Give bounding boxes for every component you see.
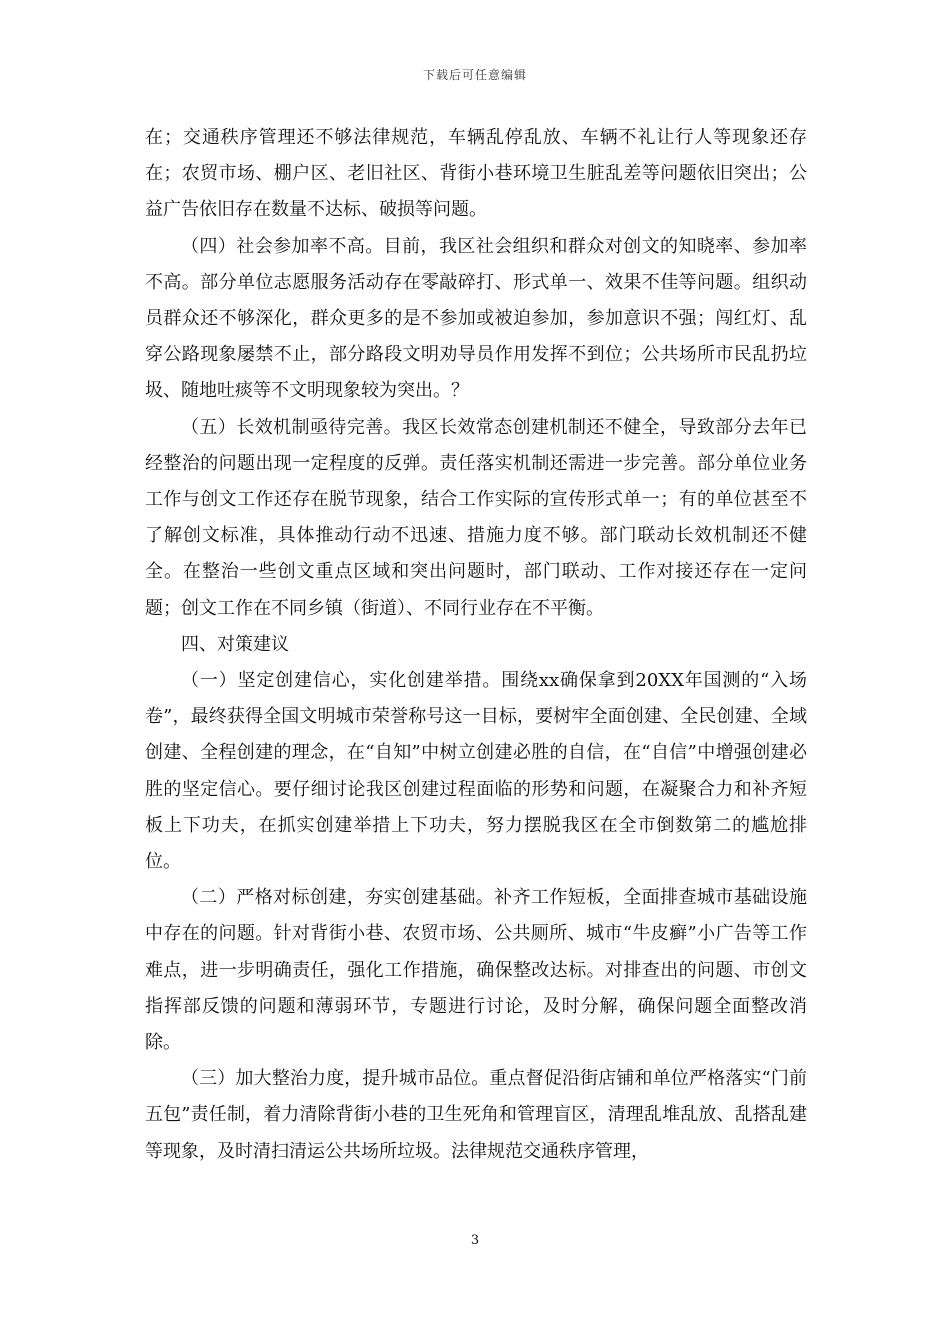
heading-countermeasures: 四、对策建议 xyxy=(181,633,289,655)
page-number: 3 xyxy=(470,1233,480,1248)
paragraph-section-5: （五）长效机制亟待完善。我区长效常态创建机制还不健全，导致部分去年已经整治的问题出现一定程度的反弹。责任落实机制还需进一步完善。部分单位业务工作与创文工作还存在脱节现象，结合工作实际的宣传形式单一；有的单位甚至不了解创文标准，具体推动行动不迅速、措施力度不够。部门联动长效机制还不健全。在整治一些创文重点区域和突出问题时，部门联动、工作对接还存在一定问题；创文工作在不同乡镇（街道）、不同行业存在不平衡。 xyxy=(145,416,807,619)
paragraph-continuation: 在；交通秩序管理还不够法律规范，车辆乱停乱放、车辆不礼让行人等现象还存在；农贸市场、棚户区、老旧社区、背街小巷环境卫生脏乱差等问题依旧突出；公益广告依旧存在数量不达标、破损等问题。 xyxy=(145,127,807,221)
paragraph-measure-3: （三）加大整治力度，提升城市品位。重点督促沿街店铺和单位严格落实“门前五包”责任制，着力清除背街小巷的卫生死角和管理盲区，清理乱堆乱放、乱搭乱建等现象，及时清扫清运公共场所垃圾。法律规范交通秩序管理， xyxy=(145,1068,807,1162)
paragraph-measure-1: （一）坚定创建信心，实化创建举措。围绕xx确保拿到20XX年国测的“入场卷”，最终获得全国文明城市荣誉称号这一目标，要树牢全面创建、全民创建、全域创建、全程创建的理念，在“自知”中树立创建必胜的自信，在“自信”中增强创建必胜的坚定信心。要仔细讨论我区创建过程面临的形势和问题，在凝聚合力和补齐短板上下功夫，在抓实创建举措上下功夫，努力摆脱我区在全市倒数第二的尴尬排位。 xyxy=(145,670,807,873)
document-body xyxy=(145,120,807,1170)
page-header: 下载后可任意编辑 xyxy=(422,68,527,82)
paragraph-section-4: （四）社会参加率不高。目前，我区社会组织和群众对创文的知晓率、参加率不高。部分单位志愿服务活动存在零敲碎打、形式单一、效果不佳等问题。组织动员群众还不够深化，群众更多的是不参加或被迫参加，参加意识不强；闯红灯、乱穿公路现象屡禁不止，部分路段文明劝导员作用发挥不到位；公共场所市民乱扔垃圾、随地吐痰等不文明现象较为突出。？ xyxy=(145,235,807,402)
paragraph-measure-2: （二）严格对标创建，夯实创建基础。补齐工作短板，全面排查城市基础设施中存在的问题。针对背街小巷、农贸市场、公共厕所、城市“牛皮癣”小广告等工作难点，进一步明确责任，强化工作措施，确保整改达标。对排查出的问题、市创文指挥部反馈的问题和薄弱环节，专题进行讨论，及时分解，确保问题全面整改消除。 xyxy=(145,887,807,1054)
